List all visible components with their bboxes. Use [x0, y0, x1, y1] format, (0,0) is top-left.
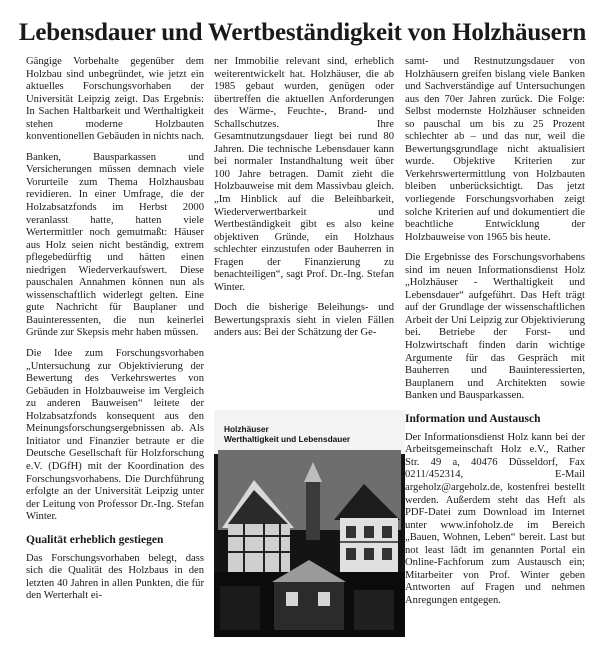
- houses-photo-image: [214, 410, 405, 637]
- section-heading: Information und Austausch: [405, 412, 541, 425]
- article-title: Lebensdauer und Wertbeständigkeit von Holzhäusern: [18, 19, 587, 46]
- body-paragraph: Doch die bisherige Beleihungs- und Bewertungspraxis sieht in vielen Fällen anders aus: Bei der Schätzung der Ge-: [214, 302, 394, 339]
- column-1: [26, 56, 204, 611]
- body-paragraph: samt- und Restnutzungsdauer von Holzhäusern greifen bislang viele Banken und Sachverständige auf Untersuchungen aus den 70er Jahren zurück. Die Folge: Selbst modernste Holzhäuser schneiden so pauschal um bis zu 25 Prozent schlechter ab – und das nur, weil die Bewertungsgrundlage nicht aktualisiert wurde. Objektive Kriterien zur Verkehrswertermittlung von Holzbauten bleiben unberücksichtigt. Das jetzt vorliegende Forschungsvorhaben zeigt solche Kriterien auf und dokumentiert die beachtliche Entwicklung der Holzbauweise von 1965 bis heute.: [405, 56, 585, 243]
- photo-caption: [224, 424, 350, 444]
- body-paragraph: Banken, Bausparkassen und Versicherungen müssen demnach viele Vorurteile zum Thema Holzhausbau revidieren. In einer Umfrage, die der Holzabsatzfonds im Herbst 2000 veranlasst hatte, hatten viele Wertermittler noch gemutmaßt: Häuser aus Holz seien nicht beständig, extrem pflegebedürftig und hätten einen niedrigen Wiederverkaufswert. Diese pauschalen Annahmen können nun als wissenschaftlich widerlegt gelten. Eine gute Nachricht für Bauplaner und Bauinteressenten, die nun keinerlei Gründe zur Skepsis mehr haben müssen.: [26, 151, 204, 339]
- body-paragraph: Der Informationsdienst Holz kann bei der Arbeitsgemeinschaft Holz e.V., Rather Str. 49 a, 40476 Düsseldorf, Fax 0211/452314, E-Mail argeholz@argeholz.de, kostenfrei bestellt werden. Außerdem steht das Heft als PDF-Datei zum Download im Internet unter www.infoholz.de im Bereich „Bauen, Wohnen, Leben“ bereit. Last but not least lädt im genannten Portal ein Online-Fachforum zum Austausch ein; Mitarbeiter von Prof. Winter geben Antworten auf Fragen und nehmen Anregungen entgegen.: [405, 431, 585, 606]
- section-heading: Qualität erheblich gestiegen: [26, 533, 164, 546]
- brochure-cover-photo: [214, 410, 405, 637]
- photo-caption-title: Holzhäuser: [224, 424, 269, 434]
- body-paragraph: ner Immobilie relevant sind, erheblich weiterentwickelt hat. Holzhäuser, die ab 1985 gebaut wurden, genügen oder übertreffen die aktuellen Anforderungen des Wärme-, Feuchte-, Brand- und Schallschutzes. Ihre Gesamtnutzungsdauer liegt bei rund 80 Jahren. Die technische Lebensdauer kann bei normaler Instandhaltung weit über 100 Jahre betragen. Damit zieht die Holzbauweise mit dem Massivbau gleich. „Im Hinblick auf die Beleihbarkeit, Wiederverwertbarkeit und Wertbeständigkeit gibt es also keine objektiven Gründe, ein Holzhaus schlechter einzustufen oder Bauherren in Fragen der Finanzierung zu benachteiligen“, sagt Prof. Dr.-Ing. Stefan Winter.: [214, 56, 394, 293]
- intro-paragraph: Gängige Vorbehalte gegenüber dem Holzbau sind unbegründet, wie jetzt ein aktuelles Forschungsvorhaben der Universität Leipzig zeigt. Das Ergebnis: In Sachen Haltbarkeit und Werthaltigkeit stehen moderne Holzbauten konventionellen Gebäuden in nichts nach.: [26, 56, 204, 143]
- photo-caption-subtitle: Werthaltigkeit und Lebensdauer: [224, 434, 351, 444]
- body-paragraph: Die Idee zum Forschungsvorhaben „Untersuchung zur Objektivierung der Bewertung des Verkehrswertes von Gebäuden in Holzbauweise im Vergleich zu anderen Bauweisen“ leitete der Holzabsatzfonds konsequent aus den Meinungsforschungsergebnissen ab. Als Initiator und Finanzier betraute er die Deutsche Gesellschaft für Holzforschung e.V. (DGfH) mit der Koordination des Forschungsvorhabens. Die Durchführung erfolgte an der Universität Leipzig unter der Leitung von Professor Dr.-Ing. Stefan Winter.: [26, 348, 204, 523]
- body-paragraph: Die Ergebnisse des Forschungsvorhabens sind im neuen Informationsdienst Holz „Holzhäuser - Werthaltigkeit und Lebensdauer“ aufgeführt. Das Heft trägt auf der Grundlage der wissenschaftlichen Arbeit der Uni Leipzig zur Objektivierung bei. Betriebe der Forst- und Holzwirtschaft finden darin wichtige Argumente für das Gespräch mit Bauherren und Bauinteressierten, Bauplanern und Architekten sowie Banken und Bausparkassen.: [405, 252, 585, 402]
- column-2: [214, 56, 394, 348]
- body-paragraph: Das Forschungsvorhaben belegt, dass sich die Qualität des Holzbaus in den letzten 40 Jahren in allen Punkten, die für den Werterhalt ei-: [26, 552, 204, 602]
- column-3: [405, 56, 585, 615]
